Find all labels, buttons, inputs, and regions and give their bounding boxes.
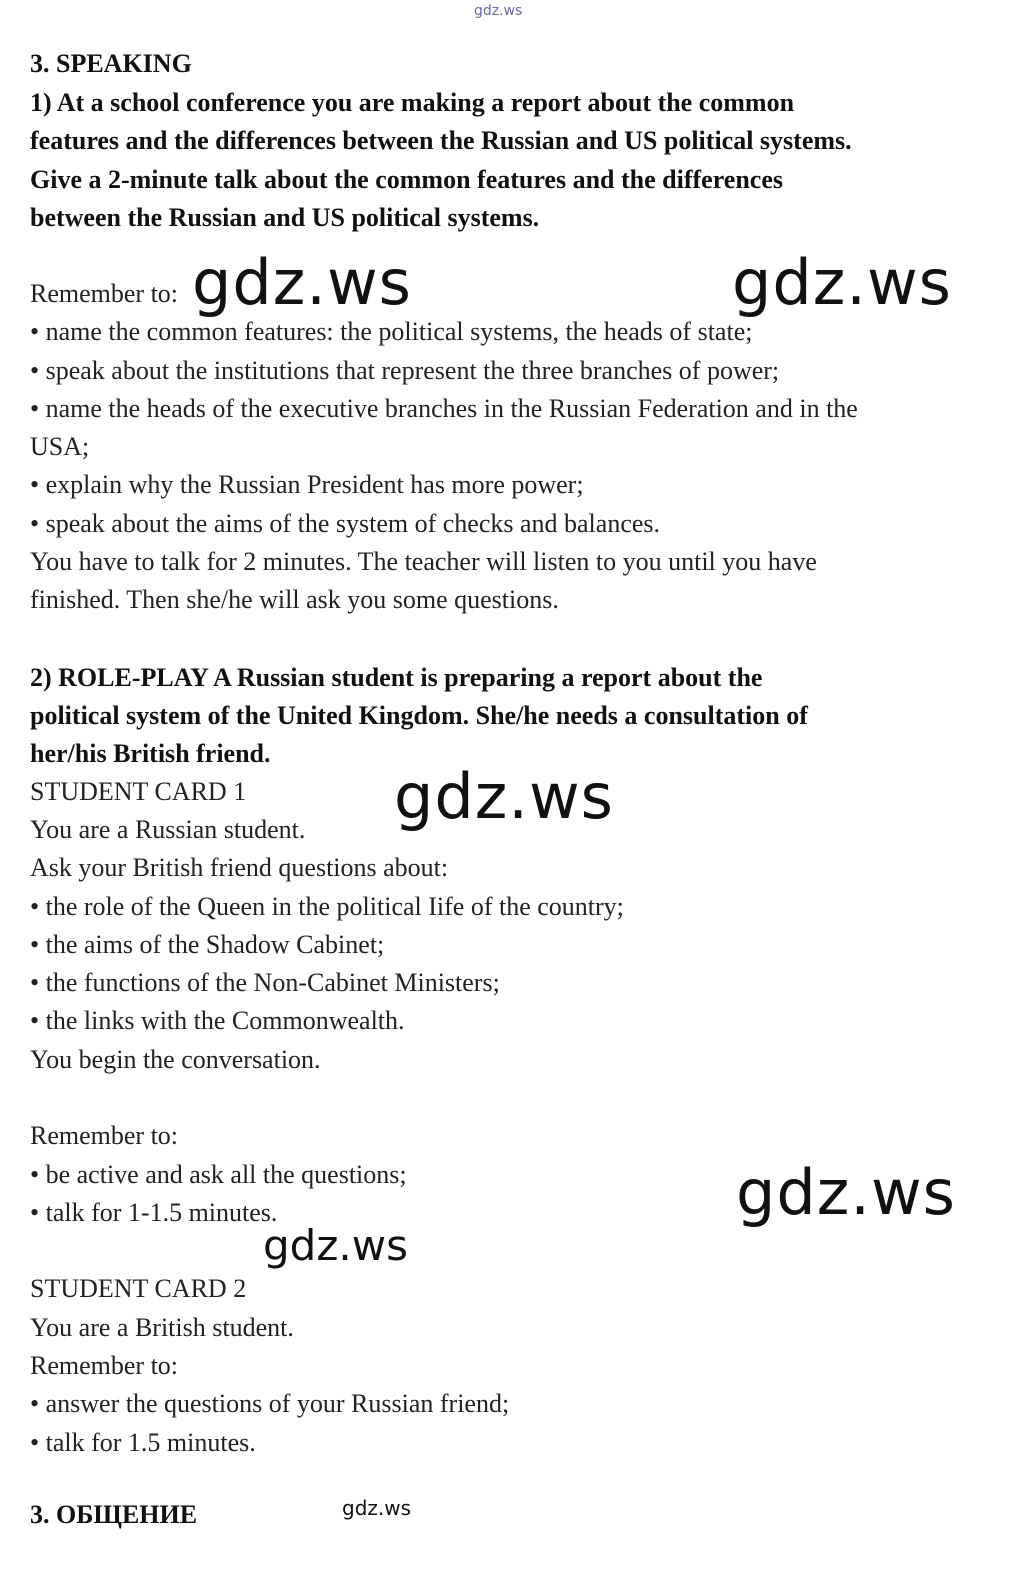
card1-title: STUDENT CARD 1: [30, 777, 247, 806]
task1-line-3: Give a 2-minute talk about the common features and the differences: [30, 165, 783, 194]
bullet-item: • name the heads of the executive branches in the Russian Federation and in the: [30, 394, 858, 423]
card1-remember-label: Remember to:: [30, 1121, 179, 1150]
bullet-item: • speak about the institutions that represent the three branches of power;: [30, 356, 780, 385]
card1-item: • the links with the Commonwealth.: [30, 1006, 405, 1035]
bullet-item: • name the common features: the political systems, the heads of state;: [30, 317, 753, 346]
card1-remember-item: • talk for 1-1.5 minutes.: [30, 1198, 278, 1227]
card1-role: You are a Russian student.: [30, 815, 306, 844]
card1-item: • the role of the Queen in the political Iife of the country;: [30, 892, 624, 921]
watermark-4: gdz.ws: [736, 1156, 956, 1229]
bullet-item: • explain why the Russian President has more power;: [30, 470, 584, 499]
card2-remember-item: • answer the questions of your Russian friend;: [30, 1389, 510, 1418]
watermark-top: gdz.ws: [474, 3, 523, 19]
card1-ask: Ask your British friend questions about:: [30, 853, 449, 882]
card1-remember-item: • be active and ask all the questions;: [30, 1160, 407, 1189]
closing-line-2: finished. Then she/he will ask you some questions.: [30, 585, 559, 614]
card2-remember-item: • talk for 1.5 minutes.: [30, 1428, 256, 1457]
closing-line-1: You have to talk for 2 minutes. The teacher will listen to you until you have: [30, 547, 817, 576]
bullet-item-continued: USA;: [30, 432, 90, 461]
task1-line-2: features and the differences between the Russian and US political systems.: [30, 126, 852, 155]
bullet-item: • speak about the aims of the system of checks and balances.: [30, 509, 661, 538]
card1-item: • the functions of the Non-Cabinet Ministers;: [30, 968, 500, 997]
watermark-1: gdz.ws: [192, 246, 412, 319]
footer-heading: 3. ОБЩЕНИЕ: [30, 1500, 198, 1529]
roleplay-heading-line-2: political system of the United Kingdom. She/he needs a consultation of: [30, 701, 808, 730]
card2-remember-label: Remember to:: [30, 1351, 179, 1380]
watermark-footer: gdz.ws: [342, 1496, 412, 1520]
roleplay-heading-line-3: her/his British friend.: [30, 739, 271, 768]
watermark-5: gdz.ws: [263, 1221, 408, 1270]
section-heading-speaking: 3. SPEAKING: [30, 49, 192, 78]
card2-title: STUDENT CARD 2: [30, 1274, 247, 1303]
card2-role: You are a British student.: [30, 1313, 294, 1342]
task1-line-1: 1) At a school conference you are making a report about the common: [30, 88, 795, 117]
card1-begin: You begin the conversation.: [30, 1045, 321, 1074]
watermark-2: gdz.ws: [732, 246, 952, 319]
task1-line-4: between the Russian and US political systems.: [30, 203, 540, 232]
roleplay-heading-line-1: 2) ROLE-PLAY A Russian student is preparing a report about the: [30, 663, 763, 692]
watermark-3: gdz.ws: [394, 760, 614, 833]
card1-item: • the aims of the Shadow Cabinet;: [30, 930, 385, 959]
remember-label-1: Remember to:: [30, 279, 179, 308]
